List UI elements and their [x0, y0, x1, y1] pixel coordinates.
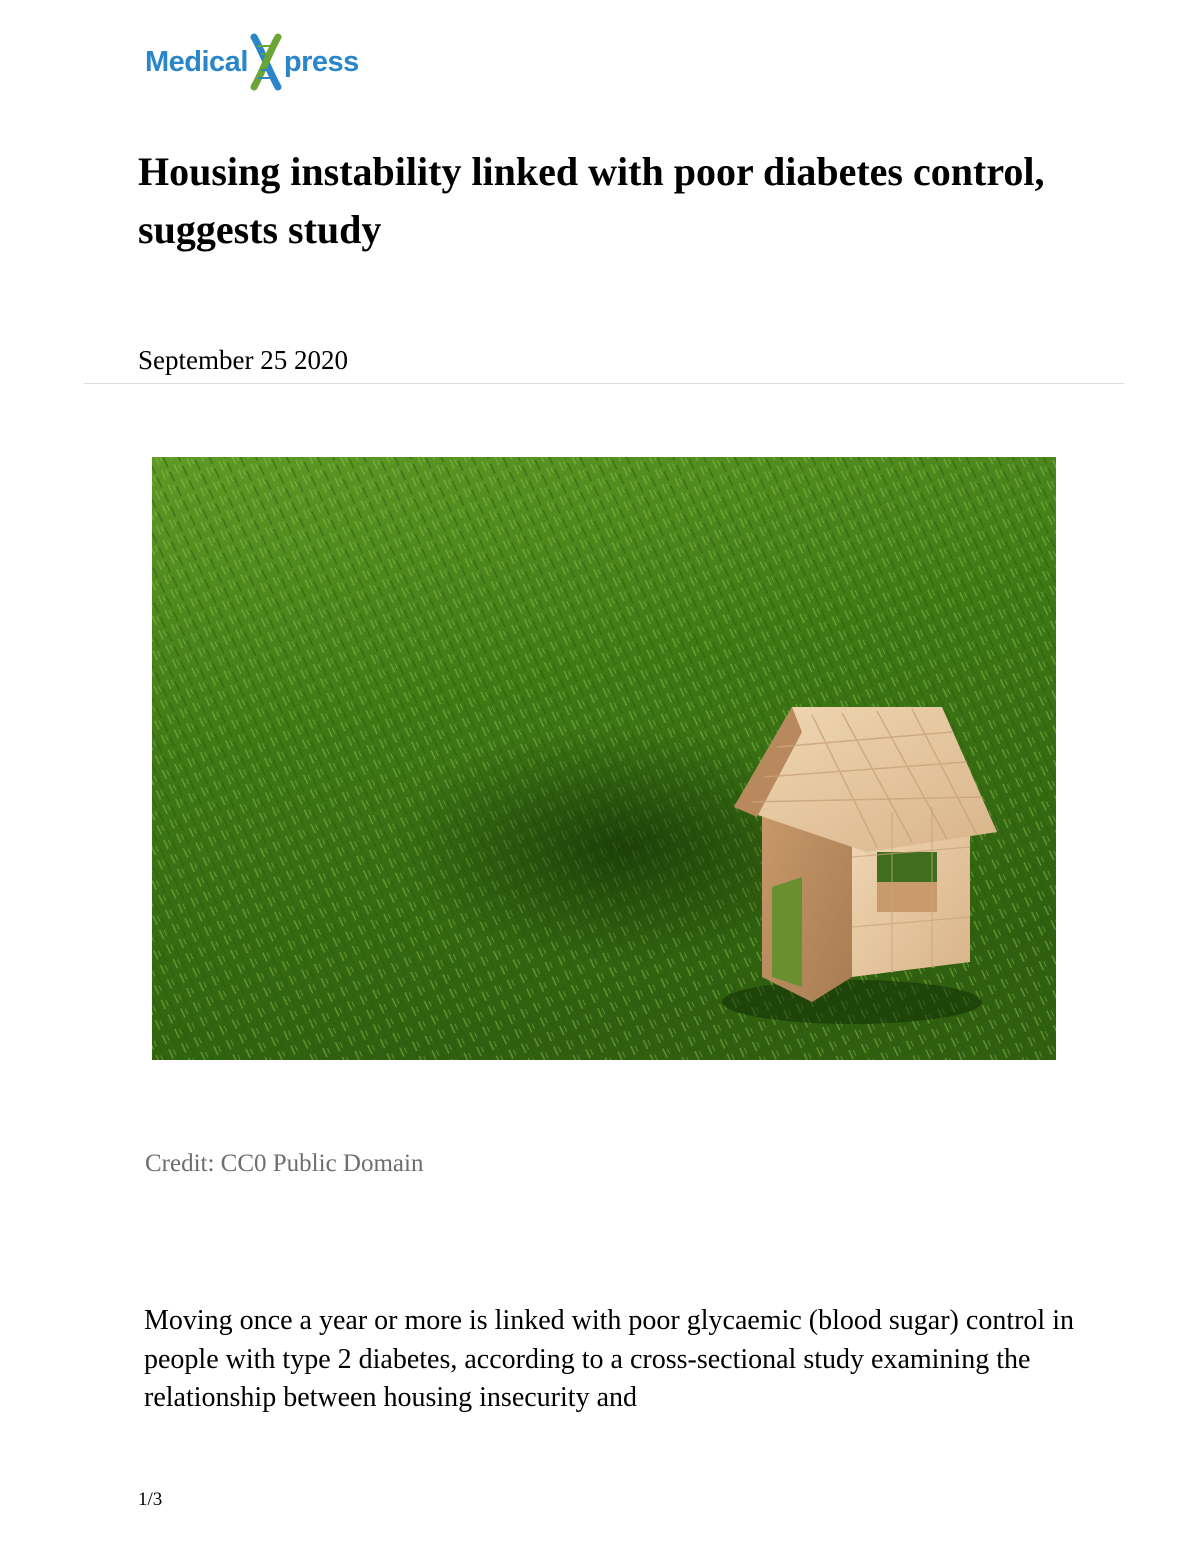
header-divider [84, 383, 1124, 384]
image-credit: Credit: CC0 Public Domain [145, 1150, 424, 1177]
page-number: 1/3 [138, 1489, 163, 1510]
dna-x-icon [249, 33, 283, 91]
logo-text-medical: Medical [145, 45, 248, 78]
article-title: Housing instability linked with poor diabetes control, suggests study [138, 149, 1045, 252]
article-date: September 25 2020 [138, 345, 348, 375]
site-logo[interactable] [145, 30, 359, 94]
house-on-grass-photo [152, 457, 1056, 1060]
logo-text-press: press [283, 45, 359, 78]
article-body: Moving once a year or more is linked with poor glycaemic (blood sugar) control in people with type 2 diabetes, according to a cross-sectional study examining the relationship between housing insecurity and [144, 1305, 1074, 1413]
